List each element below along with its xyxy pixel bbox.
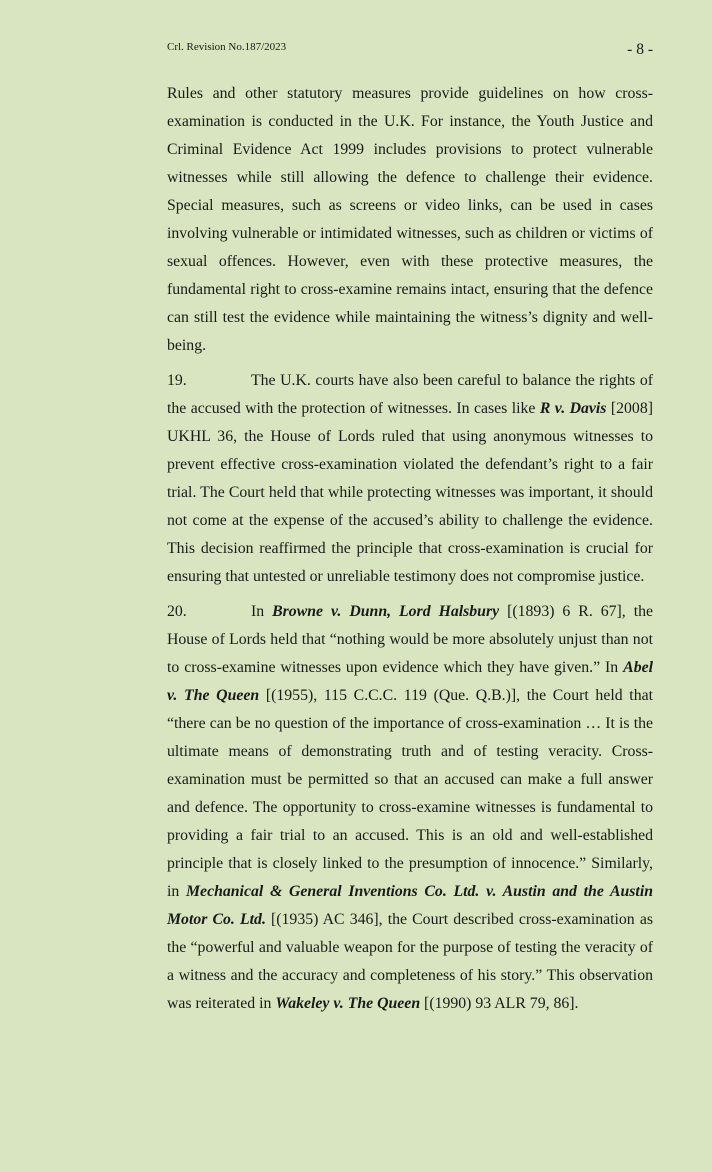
paragraph-text: Rules and other statutory measures provide guidelines on how cross-examination is conducted in the U.K. For instance, the Youth Justice and Criminal Evidence Act 1999 includes provisions to protect vulnerable witnesses while still allowing the defence to challenge their evidence. Special measures, such as screens or video links, can be used in cases involving vulnerable or intimidated witnesses, such as children or victims of sexual offences. However, even with these protective measures, the fundamental right to cross-examine remains intact, ensuring that the defence can still test the evidence while maintaining the witness’s dignity and well-being. <box>167 85 653 354</box>
paragraph-19 <box>167 367 653 591</box>
paragraph-number: 19. <box>167 372 187 389</box>
paragraph-20 <box>167 598 653 1018</box>
paragraph-text: The U.K. courts have also been careful to balance the rights of the accused with the protection of witnesses. In cases like <box>167 372 653 417</box>
paragraph-text: [(1990) 93 ALR 79, 86]. <box>420 995 579 1012</box>
paragraph-text: In <box>251 603 273 620</box>
page-number: - 8 - <box>627 41 653 58</box>
case-citation: Browne v. Dunn, Lord Halsbury <box>272 603 500 620</box>
paragraph-text: [(1893) 6 R. 67], the House of Lords held that “nothing would be more absolutely unjust than not to cross-examine witnesses upon evidence which they have given.” In <box>167 603 654 676</box>
case-citation: Abel v. The Queen <box>167 659 653 704</box>
case-citation: Mechanical & General Inventions Co. Ltd. v. Austin and the Austin Motor Co. Ltd. <box>167 883 653 928</box>
paragraph-text: [(1935) AC 346], the Court described cross-examination as the “powerful and valuable weapon for the purpose of testing the veracity of a witness and the accuracy and completeness of his story.” This observation was reiterated in <box>167 911 653 1012</box>
case-citation: Wakeley v. The Queen <box>275 995 421 1012</box>
paragraph-text: [2008] UKHL 36, the House of Lords ruled that using anonymous witnesses to prevent effective cross-examination violated the defendant’s right to a fair trial. The Court held that while protecting witnesses was important, it should not come at the expense of the accused’s ability to challenge the evidence. This decision reaffirmed the principle that cross-examination is crucial for ensuring that untested or unreliable testimony does not compromise justice. <box>167 400 653 585</box>
paragraph-text: [(1955), 115 C.C.C. 119 (Que. Q.B.)], the Court held that “there can be no question of the importance of cross-examination … It is the ultimate means of demonstrating truth and of testing veracity. Cross-examination must be permitted so that an accused can make a full answer and defence. The opportunity to cross-examine witnesses is fundamental to providing a fair trial to an accused. This is an old and well-established principle that is closely linked to the presumption of innocence.” Similarly, in <box>167 687 653 900</box>
case-reference: Crl. Revision No.187/2023 <box>167 41 287 53</box>
document-body <box>167 80 653 1025</box>
paragraph-number: 20. <box>167 603 187 620</box>
paragraph-continued <box>167 80 653 360</box>
case-citation: R v. Davis <box>539 400 607 417</box>
